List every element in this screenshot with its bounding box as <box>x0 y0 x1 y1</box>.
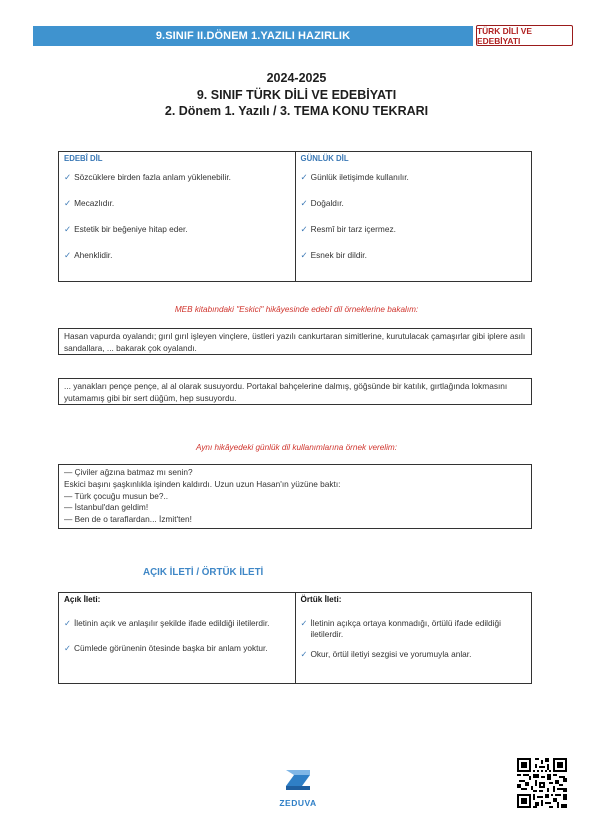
check-icon: ✓ <box>300 224 308 234</box>
check-icon: ✓ <box>64 198 72 208</box>
dialogue-box <box>58 464 532 529</box>
list-item: ✓ Sözcüklere birden fazla anlam yüklenebilir. <box>64 172 231 182</box>
check-icon: ✓ <box>300 250 308 260</box>
example-box-2 <box>58 378 532 405</box>
subject-badge-text: TÜRK DİLİ VE EDEBİYATI <box>477 25 532 46</box>
literary-language-column <box>59 152 295 281</box>
list-item: ✓ İletinin açıkça ortaya konmadığı, örtülü ifade edildiği iletilerdir. <box>300 618 501 639</box>
caption-literary-examples: MEB kitabındaki "Eskici" hikâyesinde edebî dil örneklerine bakalım: <box>174 305 419 314</box>
check-icon: ✓ <box>64 250 72 260</box>
explicit-message-column <box>59 593 295 683</box>
subject-badge <box>476 25 573 46</box>
list-item: ✓ Estetik bir beğeniye hitap eder. <box>64 224 188 234</box>
header-bar <box>33 26 473 46</box>
dialogue-line: Eskici başını şaşkınlıkla işinden kaldırdı. Uzun uzun Hasan'ın yüzüne baktı: <box>64 478 341 489</box>
implicit-message-column <box>295 593 532 683</box>
check-icon: ✓ <box>64 643 71 653</box>
check-icon: ✓ <box>300 172 308 182</box>
check-icon: ✓ <box>64 618 71 628</box>
header-bar-text: 9.SINIF II.DÖNEM 1.YAZILI HAZIRLIK <box>155 30 351 42</box>
list-item: ✓ Resmî bir tarz içermez. <box>300 224 396 234</box>
check-icon: ✓ <box>300 649 308 659</box>
dialogue-line: — Çiviler ağzına batmaz mı senin? <box>64 467 193 477</box>
check-icon: ✓ <box>64 172 72 182</box>
dialogue-line: — Ben de o taraflardan... İzmit'ten! <box>64 514 192 525</box>
list-item: ✓ Mecazlıdır. <box>64 198 115 208</box>
dialogue-line: — Türk çocuğu musun be?.. <box>64 490 169 501</box>
daily-language-column <box>295 152 532 281</box>
list-item: ✓ Günlük iletişimde kullanılır. <box>300 172 409 182</box>
section-title: AÇIK İLETİ / ÖRTÜK İLETİ <box>143 567 264 578</box>
check-icon: ✓ <box>300 198 308 208</box>
list-item: ✓ İletinin açık ve anlaşılır şekilde ifade edildiği iletilerdir. <box>64 618 270 628</box>
list-item: ✓ Ahenklidir. <box>64 250 113 260</box>
list-item: ✓ Cümlede görünenin ötesinde başka bir anlam yoktur. <box>64 643 268 653</box>
qr-code-icon <box>517 758 567 808</box>
caption-daily-examples: Aynı hikâyedeki günlük dil kullanımlarına örnek verelim: <box>195 443 398 452</box>
list-item: ✓ Esnek bir dildir. <box>300 250 367 260</box>
daily-language-header: GÜNLÜK DİL <box>300 154 349 163</box>
title-block <box>0 70 593 120</box>
example-text-2: ... yanakları pençe pençe, al al olarak susuyordu. Portakal bahçelerine dalmış, göğsünde bir katılık, gırtlağında lokmasını yutamamış gibi bir sert düğüm, hep susuyordu. <box>64 381 508 403</box>
explicit-message-header: Açık İleti: <box>64 595 101 604</box>
list-item: ✓ Doğaldır. <box>300 198 344 208</box>
literary-language-header: EDEBÎ DİL <box>64 154 103 163</box>
implicit-message-header: Örtük İleti: <box>300 595 342 604</box>
language-table <box>58 151 532 282</box>
title-course: 9. SINIF TÜRK DİLİ VE EDEBİYATI <box>196 87 397 102</box>
dialogue-line: — İstanbul'dan geldim! <box>64 502 149 513</box>
logo-text: ZEDUVA <box>279 798 317 808</box>
title-year: 2024-2025 <box>266 71 327 85</box>
list-item: ✓ Okur, örtül iletiyi sezgisi ve yorumuyla anlar. <box>300 649 472 659</box>
check-icon: ✓ <box>300 618 308 628</box>
check-icon: ✓ <box>64 224 72 234</box>
message-table <box>58 592 532 684</box>
zeduva-logo <box>270 768 326 808</box>
logo-icon <box>283 768 313 792</box>
example-text-1: Hasan vapurda oyalandı; gırıl gırıl işleyen vinçlere, üstleri yazılı cankurtaran simitlerine, kurutulacak çamaşırlar gibi iplere asılı sandallara, ... bakarak çok oyalandı. <box>64 331 526 353</box>
example-box-1 <box>58 328 532 355</box>
title-exam: 2. Dönem 1. Yazılı / 3. TEMA KONU TEKRARI <box>164 104 429 118</box>
